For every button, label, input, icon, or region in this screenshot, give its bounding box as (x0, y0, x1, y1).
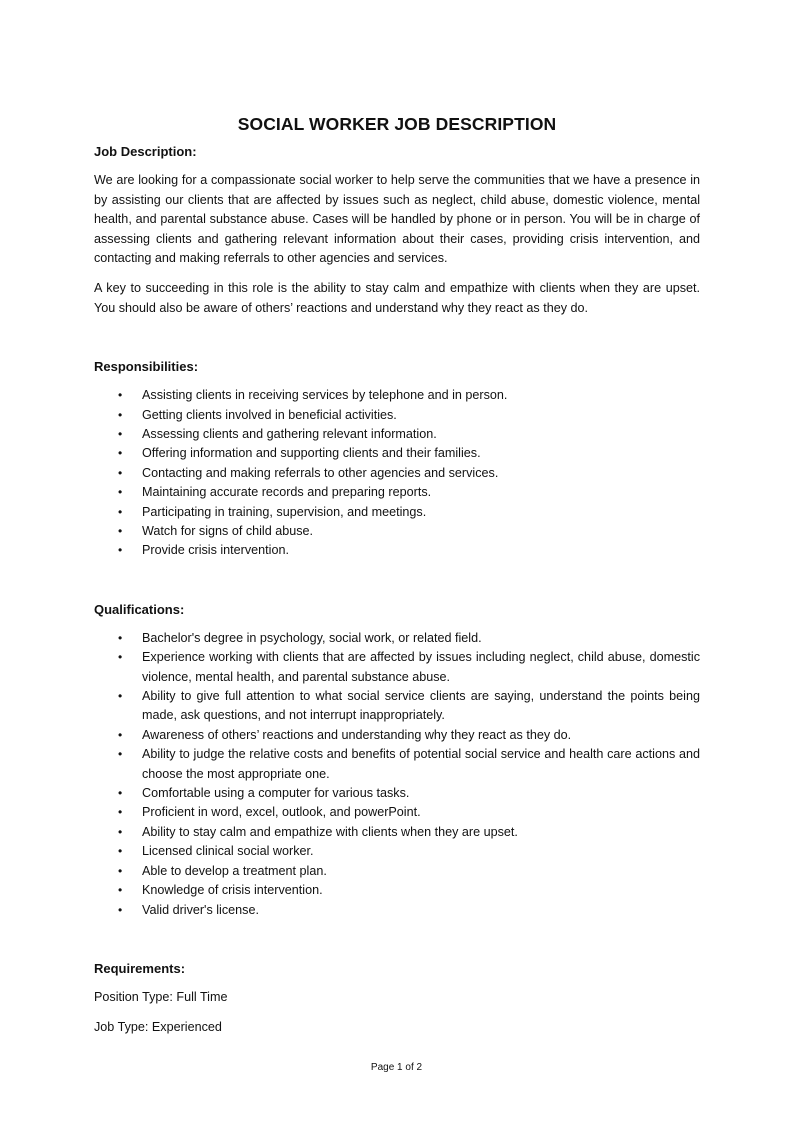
qualifications-item-text: Comfortable using a computer for various tasks. (142, 786, 410, 801)
qualifications-item (94, 745, 700, 784)
responsibilities-item (94, 541, 700, 560)
bullet-icon: • (118, 630, 123, 645)
qualifications-item (94, 784, 700, 803)
responsibilities-item (94, 406, 700, 425)
bullet-icon: • (118, 844, 123, 859)
qualifications-item (94, 726, 700, 745)
responsibilities-item-text: Participating in training, supervision, and meetings. (142, 504, 427, 519)
bullet-icon: • (118, 650, 123, 665)
bullet-icon: • (118, 805, 123, 820)
bullet-icon: • (118, 465, 123, 480)
qualifications-item-text: Ability to stay calm and empathize with clients when they are upset. (142, 824, 518, 839)
bullet-icon: • (118, 689, 123, 704)
qualifications-item (94, 862, 700, 881)
qualifications-list (94, 629, 700, 920)
bullet-icon: • (118, 824, 123, 839)
qualifications-item (94, 823, 700, 842)
responsibilities-item (94, 386, 700, 405)
qualifications-item-text: Valid driver's license. (142, 902, 259, 917)
responsibilities-item-text: Offering information and supporting clients and their families. (142, 446, 481, 461)
responsibilities-item-text: Maintaining accurate records and preparing reports. (142, 485, 432, 500)
qualifications-item (94, 687, 700, 726)
bullet-icon: • (118, 485, 123, 500)
job-description-paragraph-1: We are looking for a compassionate social worker to help serve the communities that we have a presence in by assisting our clients that are affected by issues such as neglect, child abuse, domestic violence, mental health, and parental substance abuse. Cases will be handled by phone or in person. You will be in charge of assessing clients and gathering relevant information about their cases, providing crisis intervention, and contacting and making referrals to other agencies and services. (94, 173, 700, 266)
responsibilities-list (94, 386, 700, 561)
qualifications-item (94, 629, 700, 648)
responsibilities-item (94, 464, 700, 483)
responsibilities-item-text: Watch for signs of child abuse. (142, 524, 314, 538)
bullet-icon: • (118, 524, 123, 538)
qualifications-item (94, 648, 700, 687)
job-description-paragraph-2: A key to succeeding in this role is the ability to stay calm and empathize with clients when they are upset. You should also be aware of others’ reactions and understand why they react as they do. (94, 280, 700, 315)
responsibilities-heading: Responsibilities: (94, 359, 199, 375)
qualifications-item-text: Ability to judge the relative costs and benefits of potential social service and health care actions and choose the most appropriate one. (142, 747, 700, 781)
bullet-icon: • (118, 426, 123, 441)
responsibilities-item-text: Assessing clients and gathering relevant information. (142, 426, 437, 441)
responsibilities-item (94, 425, 700, 444)
requirements-heading: Requirements: (94, 960, 186, 976)
bullet-icon: • (118, 902, 123, 917)
bullet-icon: • (118, 786, 123, 801)
responsibilities-item (94, 483, 700, 502)
job-type: Job Type: Experienced (94, 1019, 222, 1034)
document-body (94, 113, 700, 1037)
qualifications-item-text: Bachelor's degree in psychology, social work, or related field. (142, 630, 482, 645)
position-type: Position Type: Full Time (94, 989, 228, 1004)
qualifications-item (94, 803, 700, 822)
qualifications-item-text: Experience working with clients that are affected by issues including neglect, child abuse, domestic violence, mental health, and parental substance abuse. (142, 650, 700, 684)
page-number: Page 1 of 2 (370, 1062, 423, 1073)
bullet-icon: • (118, 863, 123, 878)
bullet-icon: • (118, 543, 123, 558)
responsibilities-item (94, 444, 700, 463)
qualifications-item-text: Able to develop a treatment plan. (142, 863, 327, 878)
responsibilities-item-text: Getting clients involved in beneficial activities. (142, 407, 397, 422)
bullet-icon: • (118, 388, 123, 403)
bullet-icon: • (118, 446, 123, 461)
qualifications-item (94, 881, 700, 900)
document-title: SOCIAL WORKER JOB DESCRIPTION (237, 114, 557, 134)
bullet-icon: • (118, 407, 123, 422)
qualifications-heading: Qualifications: (94, 601, 185, 617)
bullet-icon: • (118, 883, 123, 898)
qualifications-item (94, 901, 700, 920)
responsibilities-item (94, 522, 700, 541)
responsibilities-item-text: Assisting clients in receiving services by telephone and in person. (142, 388, 508, 403)
responsibilities-item (94, 503, 700, 522)
qualifications-item-text: Knowledge of crisis intervention. (142, 883, 323, 898)
responsibilities-item-text: Provide crisis intervention. (142, 543, 289, 558)
qualifications-item-text: Awareness of others’ reactions and understanding why they react as they do. (142, 727, 572, 742)
responsibilities-item-text: Contacting and making referrals to other agencies and services. (142, 465, 499, 480)
qualifications-item-text: Ability to give full attention to what social service clients are saying, understand the points being made, ask questions, and not interrupt inappropriately. (142, 689, 700, 723)
bullet-icon: • (118, 727, 123, 742)
qualifications-item-text: Licensed clinical social worker. (142, 844, 314, 859)
job-description-heading: Job Description: (94, 144, 197, 159)
bullet-icon: • (118, 504, 123, 519)
bullet-icon: • (118, 747, 123, 762)
qualifications-item (94, 842, 700, 861)
qualifications-item-text: Proficient in word, excel, outlook, and powerPoint. (142, 805, 421, 820)
